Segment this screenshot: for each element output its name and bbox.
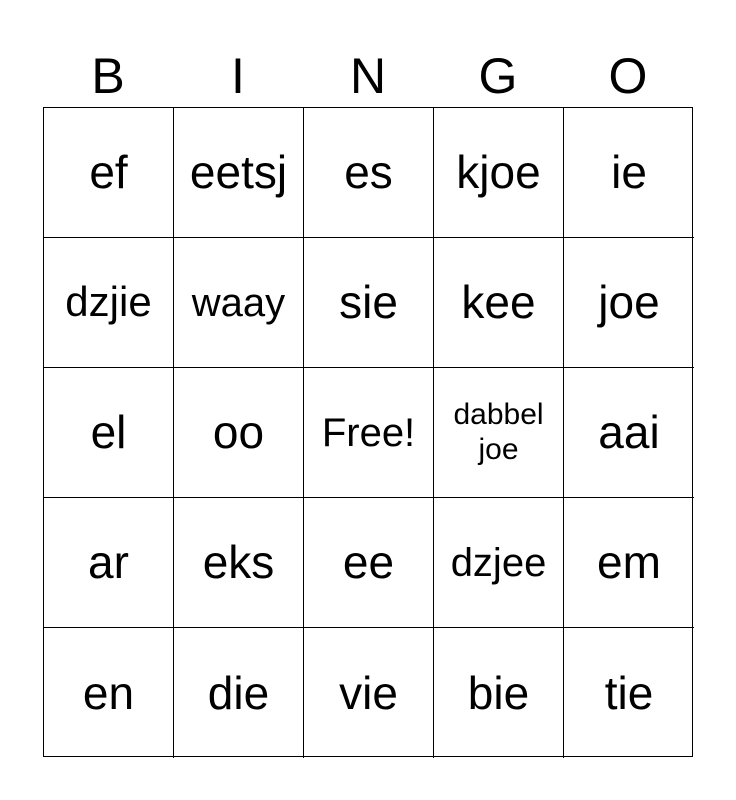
header-letter-b: B [91,48,125,104]
bingo-cell[interactable]: kjoe [434,108,564,238]
bingo-cell[interactable]: ee [304,498,434,628]
bingo-header [43,46,693,106]
bingo-cell[interactable]: joe [564,238,694,368]
bingo-cell[interactable]: en [44,628,174,758]
bingo-board [43,107,693,757]
bingo-cell[interactable]: kee [434,238,564,368]
bingo-cell[interactable]: dzjie [44,238,174,368]
bingo-cell[interactable]: waay [174,238,304,368]
bingo-cell[interactable]: eks [174,498,304,628]
header-letter-i: I [231,48,245,104]
free-space-cell[interactable]: Free! [304,368,434,498]
bingo-cell[interactable]: oo [174,368,304,498]
bingo-cell[interactable]: bie [434,628,564,758]
bingo-cell[interactable]: dabbel joe [434,368,564,498]
bingo-cell[interactable]: es [304,108,434,238]
bingo-cell[interactable]: aai [564,368,694,498]
bingo-cell[interactable]: tie [604,666,654,719]
header-letter-o: O [608,48,648,104]
bingo-cell[interactable]: vie [304,628,434,758]
bingo-cell[interactable]: die [174,628,304,758]
bingo-cell[interactable]: eetsj [174,108,304,238]
bingo-cell[interactable]: dzjee [434,498,564,628]
bingo-cell[interactable]: el [44,368,174,498]
bingo-cell[interactable]: ef [44,108,174,238]
bingo-cell[interactable]: ar [44,498,174,628]
bingo-cell[interactable]: ie [564,108,694,238]
bingo-cell[interactable]: sie [304,238,434,368]
header-letter-n: N [349,48,387,104]
bingo-cell[interactable]: em [564,498,694,628]
header-letter-g: G [478,48,518,104]
